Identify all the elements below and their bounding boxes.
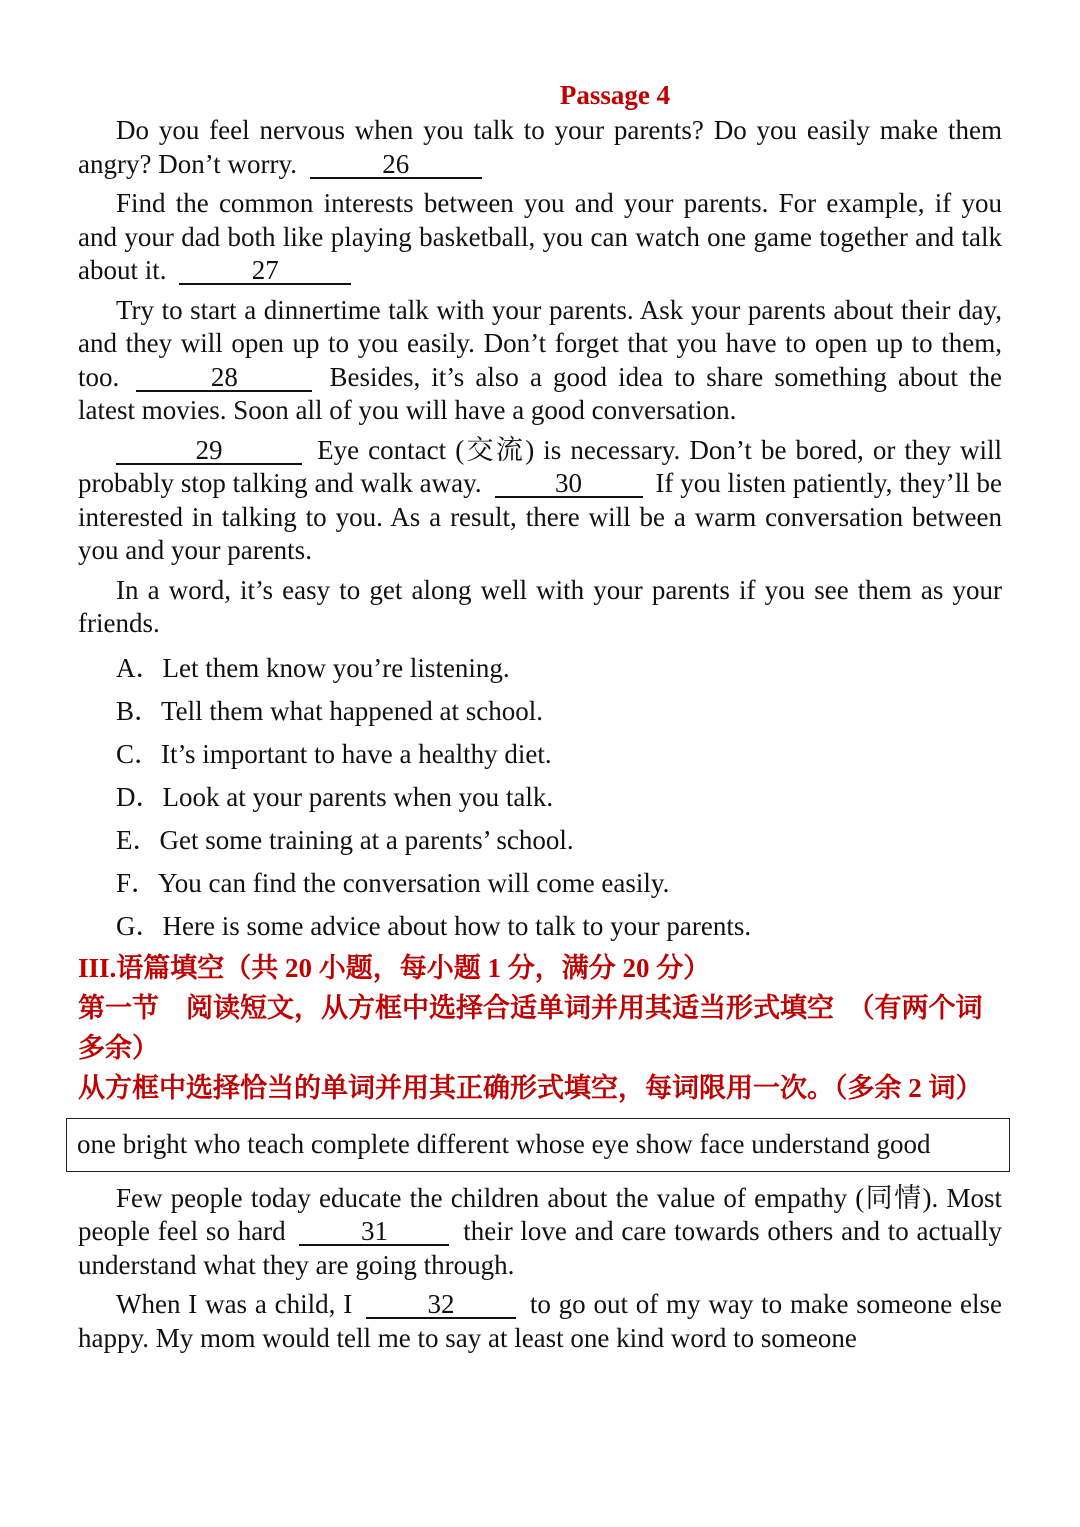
exam-page bbox=[78, 76, 1002, 1361]
blank-31: 31 bbox=[299, 1218, 449, 1246]
blank-28: 28 bbox=[136, 364, 312, 392]
paragraph-text: Few people today educate the children about the value of empathy (同情). Most people feel so hard bbox=[78, 1182, 1002, 1246]
option-f: F．You can find the conversation will come easily. bbox=[116, 867, 670, 898]
blank-27: 27 bbox=[179, 257, 351, 285]
paragraph-text: Do you feel nervous when you talk to your parents? Do you easily make them angry? Don’t worry. bbox=[78, 115, 1002, 179]
paragraph-text: In a word, it’s easy to get along well with your parents if you see them as your friends. bbox=[78, 574, 1002, 638]
paragraph-4 bbox=[78, 434, 1002, 568]
option-g: G．Here is some advice about how to talk to your parents. bbox=[116, 910, 752, 941]
paragraph-text: Besides, it’s also a good idea to share something about the latest movies. Soon all of you will have a good conversation. bbox=[78, 361, 1002, 425]
paragraph-5 bbox=[78, 574, 1002, 641]
paragraph-text: to go out of my way to make someone else happy. My mom would tell me to say at least one kind word to someone bbox=[78, 1289, 1002, 1353]
blank-29: 29 bbox=[116, 437, 302, 465]
blank-32: 32 bbox=[366, 1291, 516, 1319]
options-list bbox=[78, 647, 1002, 948]
paragraph-text: their love and care towards others and to actually understand what they are going through. bbox=[78, 1216, 1003, 1280]
option-d: D．Look at your parents when you talk. bbox=[116, 781, 554, 812]
paragraph-text: Find the common interests between you and your parents. For example, if you and your dad both like playing basketball, you can watch one game together and talk about it. bbox=[78, 188, 1002, 285]
option-b: B．Tell them what happened at school. bbox=[116, 695, 544, 726]
section-instruction-1: 第一节 阅读短文，从方框中选择合适单词并用其适当形式填空 （有两个词多余） bbox=[78, 992, 983, 1063]
passage2-paragraph-2 bbox=[78, 1288, 1002, 1355]
section-instruction-2: 从方框中选择恰当的单词并用其正确形式填空，每词限用一次。（多余 2 词） bbox=[78, 1072, 983, 1103]
option-c: C．It’s important to have a healthy diet. bbox=[116, 738, 552, 769]
paragraph-text: Eye contact (交流) is necessary. Don’t be bored, or they will probably stop talking and walk away. bbox=[78, 434, 1002, 498]
option-a: A．Let them know you’re listening. bbox=[116, 652, 510, 683]
blank-30: 30 bbox=[495, 470, 643, 498]
word-box bbox=[66, 1118, 1010, 1172]
word-list: one bright who teach complete different whose eye show face understand good bbox=[77, 1128, 931, 1159]
blank-26: 26 bbox=[310, 151, 482, 179]
paragraph-text: When I was a child, I bbox=[116, 1289, 353, 1319]
paragraph-2 bbox=[78, 187, 1002, 288]
paragraph-1 bbox=[78, 114, 1002, 181]
paragraph-text: Try to start a dinnertime talk with your parents. Ask your parents about their day, and they will open up to you easily. Don’t forget that you have to open up to them, too. bbox=[78, 294, 1002, 392]
passage2-paragraph-1 bbox=[78, 1182, 1002, 1283]
option-e: E．Get some training at a parents’ school. bbox=[116, 824, 574, 855]
passage-title: Passage 4 bbox=[559, 80, 671, 110]
paragraph-3 bbox=[78, 294, 1002, 428]
section-heading: III.语篇填空（共 20 小题，每小题 1 分，满分 20 分） bbox=[78, 952, 711, 983]
paragraph-text: If you listen patiently, they’ll be interested in talking to you. As a result, there will be a warm conversation between you and your parents. bbox=[78, 468, 1003, 565]
